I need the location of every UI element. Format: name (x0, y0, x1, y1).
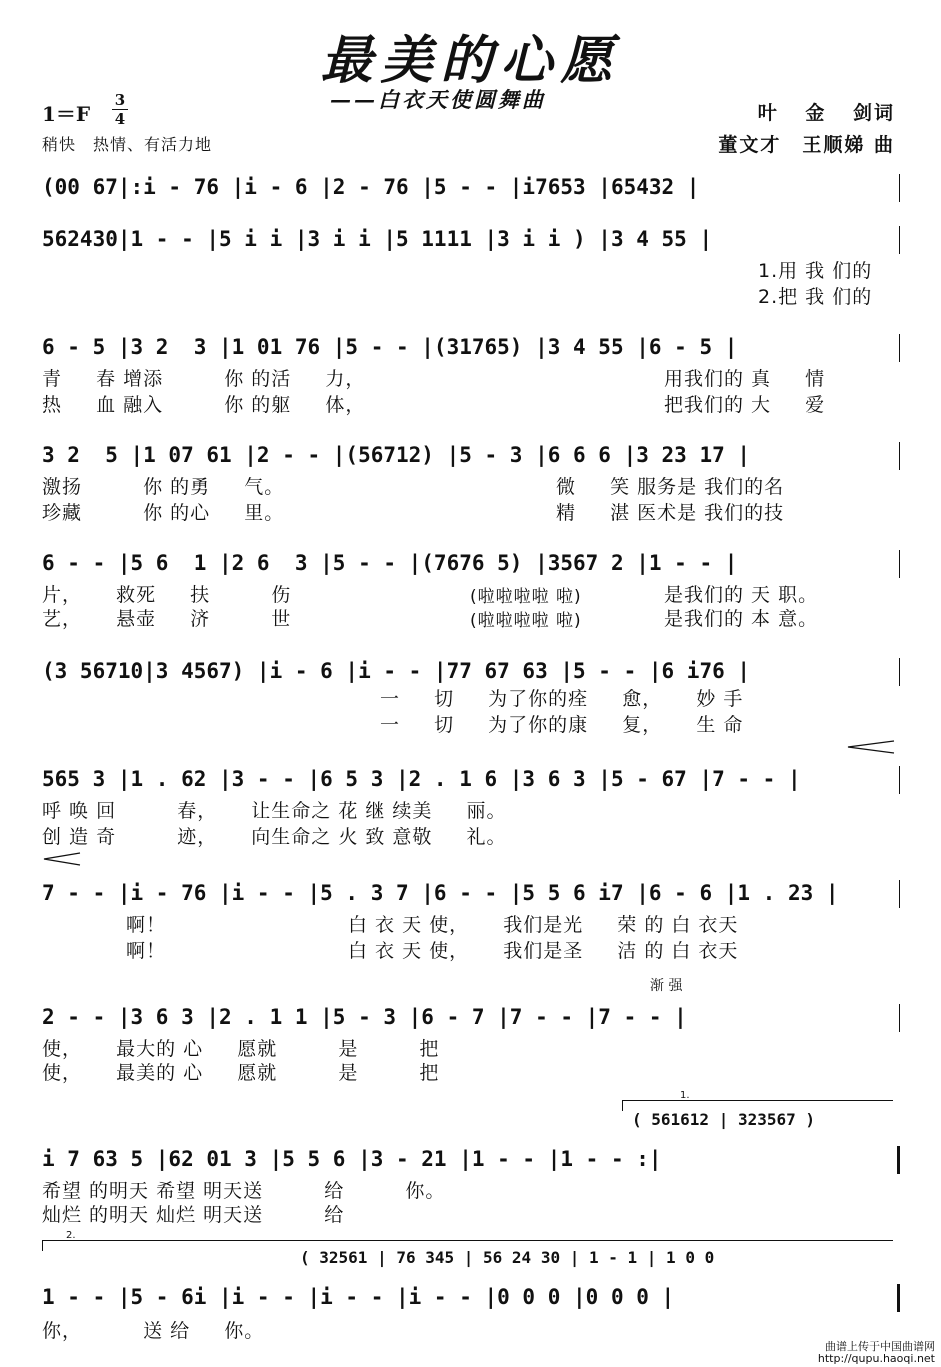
lyric-row-10b: 灿烂 的明天 灿烂 明天送 给 (42, 1204, 345, 1226)
notation-row-3: 6 - 5 |3 2 3 |1 01 76 |5 - - |(31765) |3 4 55 |6 - 5 | (42, 330, 900, 364)
lyric-row-8a: 白 衣 天 使， 我们是光 荣 的 白 衣天 (348, 914, 739, 936)
tempo-marking: 稍快 热情、有活力地 (42, 135, 213, 154)
lyric-row-3b: 热 血 融入 你 的躯 体， (42, 394, 366, 416)
key-signature: 1＝F (42, 102, 91, 126)
lyric-row-4a: 激扬 你 的勇 气。 (42, 476, 285, 498)
lyric-row-4b-right: 精 湛 医术是 我们的技 (556, 502, 785, 524)
song-title: 最美的心愿 (320, 30, 621, 91)
notation-row-8: 7 - - |i - 76 |i - - |5 . 3 7 |6 - - |5 5 6 i7 |6 - 6 |1 . 23 | (42, 876, 900, 910)
lyric-row-3b-right: 把我们的 大 爱 (664, 394, 826, 416)
lyricist-credit: 叶 金 剑词 (757, 102, 895, 124)
lyric-row-5a-right: 是我们的 天 职。 (664, 584, 819, 606)
lyric-row-8b-left: 啊！ (126, 940, 167, 962)
lyric-row-4b: 珍藏 你 的心 里。 (42, 502, 285, 524)
notation-row-2: 562430|1 - - |5 i i |3 i i |5 1111 |3 i i ) |3 4 55 | (42, 222, 900, 256)
lyric-row-5b-la: (啦啦啦啦 啦) (470, 611, 582, 631)
notation-row-1: (00 67|:i - 76 |i - 6 |2 - 76 |5 - - |i7653 |65432 | (42, 170, 900, 204)
lyric-row-7b: 创 造 奇 迹， 向生命之 火 致 意敬 礼。 (42, 826, 507, 848)
volta-2-notes: ( 32561 | 76 345 | 56 24 30 | 1 - 1 | 1 0 0 (300, 1248, 715, 1267)
time-signature: 3 4 (112, 92, 128, 127)
lyric-row-9a: 使， 最大的 心 愿就 是 把 (42, 1038, 440, 1060)
crescendo-hairpin-1 (846, 740, 896, 754)
notation-row-11: 1 - - |5 - 6i |i - - |i - - |i - - |0 0 0 |0 0 0 | (42, 1280, 900, 1314)
verse-number-1: 1.用 我 们的 (758, 260, 873, 282)
lyric-row-7a: 呼 唤 回 春， 让生命之 花 继 续美 丽。 (42, 800, 507, 822)
composer-credit: 董文才 王顺娣 曲 (718, 134, 895, 156)
volta-2-label: 2. (66, 1230, 76, 1241)
crescendo-text: 渐 强 (650, 978, 683, 994)
notation-row-7: 565 3 |1 . 62 |3 - - |6 5 3 |2 . 1 6 |3 6 3 |5 - 67 |7 - - | (42, 762, 900, 796)
lyric-row-10a: 希望 的明天 希望 明天送 给 你。 (42, 1180, 446, 1202)
volta-1-notes: ( 561612 | 323567 ) (632, 1110, 816, 1129)
notation-row-6: (3 56710|3 4567) |i - 6 |i - - |77 67 63 |5 - - |6 i76 | (42, 654, 900, 688)
notation-row-9: 2 - - |3 6 3 |2 . 1 1 |5 - 3 |6 - 7 |7 - - |7 - - | (42, 1000, 900, 1034)
notation-row-5: 6 - - |5 6 1 |2 6 3 |5 - - |(7676 5) |3567 2 |1 - - | (42, 546, 900, 580)
crescendo-hairpin-2 (42, 852, 82, 866)
song-subtitle: ——白衣天使圆舞曲 (330, 87, 546, 112)
lyric-row-5a: 片， 救死 扶 伤 (42, 584, 292, 606)
lyric-row-6a: 一 切 为了你的痊 愈， 妙 手 (380, 688, 744, 710)
volta-1-label: 1. (680, 1090, 690, 1101)
lyric-row-5a-la: (啦啦啦啦 啦) (470, 587, 582, 607)
site-watermark: 曲谱上传于中国曲谱网 http://qupu.haoqi.net (817, 1340, 935, 1365)
lyric-row-8b: 白 衣 天 使， 我们是圣 洁 的 白 衣天 (348, 940, 739, 962)
verse-number-2: 2.把 我 们的 (758, 286, 873, 308)
lyric-row-4a-right: 微 笑 服务是 我们的名 (556, 476, 785, 498)
notation-row-4: 3 2 5 |1 07 61 |2 - - |(56712) |5 - 3 |6 6 6 |3 23 17 | (42, 438, 900, 472)
lyric-row-6b: 一 切 为了你的康 复， 生 命 (380, 714, 744, 736)
lyric-row-5b: 艺， 悬壶 济 世 (42, 608, 292, 630)
lyric-row-9b: 使， 最美的 心 愿就 是 把 (42, 1062, 440, 1084)
lyric-row-3a: 青 春 增添 你 的活 力， (42, 368, 366, 390)
lyric-row-8a-left: 啊！ (126, 914, 167, 936)
lyric-row-11: 你， 送 给 你。 (42, 1320, 265, 1342)
lyric-row-5b-right: 是我们的 本 意。 (664, 608, 819, 630)
notation-row-10: i 7 63 5 |62 01 3 |5 5 6 |3 - 21 |1 - - |1 - - :| (42, 1142, 900, 1176)
lyric-row-3a-right: 用我们的 真 情 (664, 368, 826, 390)
